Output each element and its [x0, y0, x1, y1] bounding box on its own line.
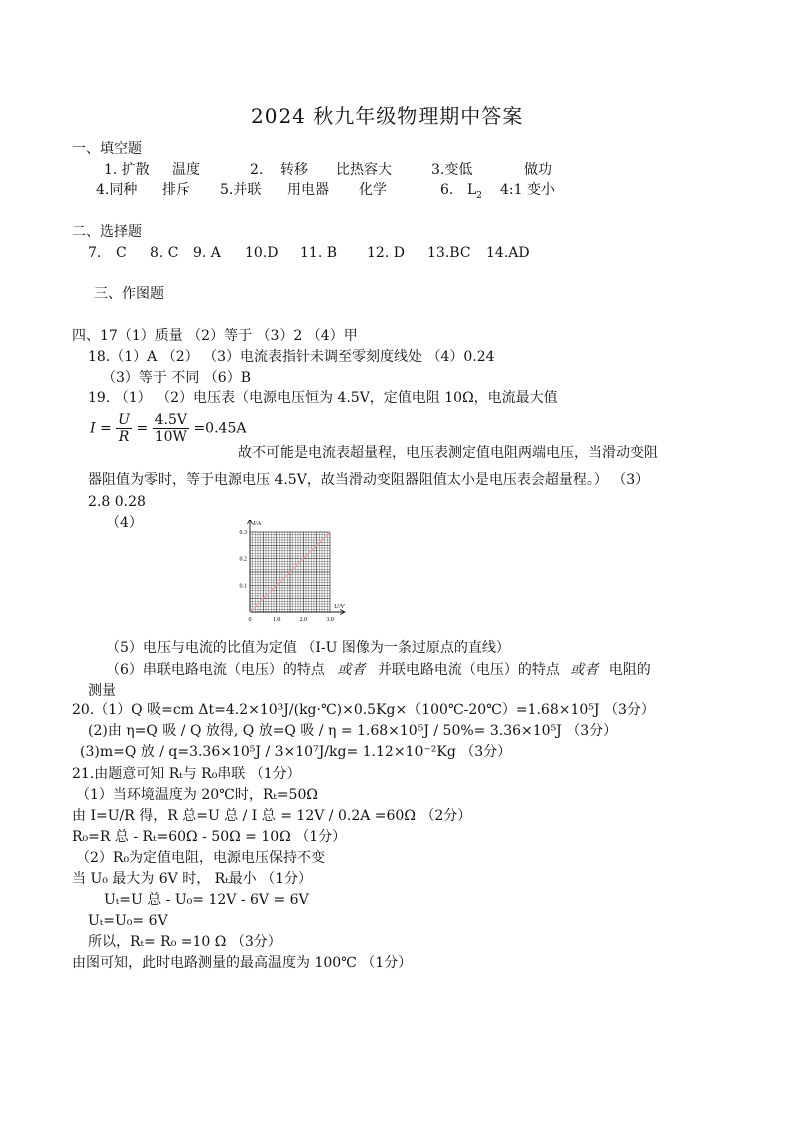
fill-answer: 4:1 变小 — [500, 182, 555, 198]
formula-lhs: I = — [90, 420, 112, 437]
x-tick-label: 3.0 — [326, 617, 334, 623]
answer-q21-line8: Uₜ=U₀= 6V — [88, 913, 168, 929]
x-tick-label: 0 — [248, 617, 252, 623]
answer-q19-line-end: 测量 — [88, 683, 116, 699]
fill-answer: 2. — [250, 162, 264, 178]
fill-answer-l2 — [467, 180, 482, 206]
answer-q19-line2: 故不可能是电流表超量程，电压表测定值电阻两端电压，当滑动变阻 — [238, 445, 658, 461]
answer-q17: 四、17（1）质量 （2）等于 （3）2 （4）甲 — [72, 328, 358, 344]
fraction-numerator: 4.5V — [154, 412, 187, 428]
answer-q21-line3: 由 I=U/R 得，R 总=U 总 / I 总 = 12V / 0.2A =60Ω （2分） — [72, 808, 472, 824]
choice-answer: C — [116, 245, 127, 261]
fill-answer: 3.变低 — [431, 162, 473, 178]
fill-answer: 5.并联 — [220, 182, 262, 198]
x-axis-label: U/V — [334, 603, 345, 610]
chart-ticks — [240, 530, 334, 623]
answer-q21-line10: 由图可知，此时电路测量的最高温度为 100℃ （1分） — [72, 955, 413, 971]
fill-answer: 转移 — [280, 162, 308, 178]
fill-answer: 用电器 — [287, 182, 329, 198]
page-title: 2024 秋九年级物理期中答案 — [251, 104, 524, 128]
answer-q20-part1: 20.（1）Q 吸=cm Δt=4.2×10³J/(kg·℃)×0.5Kg×（100℃-20℃）=1.68×10⁵J （3分） — [72, 702, 655, 718]
answer-q21-line1: 21.由题意可知 Rₜ与 R₀串联 （1分） — [72, 766, 301, 782]
answer-q18-line1: 18.（1）A （2） （3）电流表指针未调至零刻度线处 （4）0.24 — [88, 349, 495, 365]
y-tick-label: 0.1 — [239, 583, 247, 590]
fill-answer: 排斥 — [162, 182, 190, 198]
fraction-denominator: 10W — [154, 429, 187, 445]
choice-answer: 12. D — [367, 245, 405, 261]
choice-answer: 11. B — [300, 245, 338, 261]
formula-fraction-1 — [116, 412, 132, 445]
part6-or: 或者 — [337, 662, 366, 678]
answer-q19-part4: （4） — [106, 515, 143, 531]
answer-q19-line4: 2.8 0.28 — [88, 494, 146, 510]
answer-q21-line2: （1）当环境温度为 20℃时，Rₜ=50Ω — [76, 787, 318, 803]
fill-answer: 4.同种 — [96, 182, 138, 198]
answer-q19-line1: 19. （1） （2）电压表（电源电压恒为 4.5V，定值电阻 10Ω，电流最大值 — [88, 390, 558, 406]
answer-q19-part5: （5）电压与电流的比值为定值 （I-U 图像为一条过原点的直线） — [106, 640, 510, 656]
part6-text: 并联电路电流（电压）的特点 — [377, 662, 560, 678]
part6-or: 或者 — [570, 662, 599, 678]
fill-answer: 化学 — [359, 182, 387, 198]
formula-result: =0.45A — [193, 420, 247, 437]
x-tick-label: 2.0 — [299, 617, 308, 623]
choice-answer: 13.BC — [427, 245, 471, 261]
fill-answer: 温度 — [172, 162, 200, 178]
answer-q21-line9: 所以，Rₜ= R₀ =10 Ω （3分） — [88, 934, 282, 950]
subscript: 2 — [476, 190, 483, 201]
fraction-denominator: R — [118, 429, 130, 445]
section-heading-fill: 一、填空题 — [72, 141, 142, 157]
section-heading-choice: 二、选择题 — [72, 224, 142, 240]
x-tick-label: 1.0 — [272, 617, 281, 623]
answer-q19-part6 — [106, 660, 651, 680]
answer-q20-part3: (3)m=Q 放 / q=3.36×10⁵J / 3×10⁷J/kg= 1.12×10⁻²Kg （3分） — [80, 744, 512, 760]
fill-answer: 1. 扩散 — [104, 162, 150, 178]
fraction-numerator: U — [118, 412, 130, 428]
part6-text: 电阻的 — [608, 662, 651, 678]
y-tick-label: 0.3 — [239, 530, 247, 536]
fill-answer: 比热容大 — [336, 162, 392, 178]
formula-fraction-2 — [153, 412, 189, 445]
choice-answer: 9. A — [193, 245, 221, 261]
symbol-l: L — [467, 182, 477, 198]
iu-chart — [228, 520, 368, 625]
fill-answer: 6. — [440, 182, 454, 198]
y-tick-label: 0.2 — [239, 556, 247, 563]
answer-q21-line4: R₀=R 总 - Rₜ=60Ω - 50Ω = 10Ω （1分） — [72, 829, 347, 845]
choice-answer: 14.AD — [486, 245, 530, 261]
answer-q18-line2: （3）等于 不同 （6）B — [102, 370, 252, 386]
part6-text: （6）串联电路电流（电压）的特点 — [106, 662, 325, 678]
answer-q21-line7: Uₜ=U 总 - U₀= 12V - 6V = 6V — [104, 892, 309, 908]
answer-q20-part2: (2)由 η=Q 吸 / Q 放得, Q 放=Q 吸 / η = 1.68×10⁵J / 50%= 3.36×10⁵J （3分） — [88, 723, 618, 739]
fill-answer: 做功 — [524, 162, 552, 178]
choice-answer: 10.D — [245, 245, 279, 261]
answer-q21-line6: 当 U₀ 最大为 6V 时， Rₜ最小 （1分） — [72, 871, 313, 887]
q19-formula — [90, 412, 246, 445]
formula-equals: = — [136, 420, 149, 437]
choice-answer: 7. — [88, 245, 102, 261]
answer-q21-line5: （2）R₀为定值电阻，电源电压保持不变 — [76, 850, 326, 866]
answer-q19-line3: 器阻值为零时，等于电源电压 4.5V，故当滑动变阻器阻值太小是电压表会超量程。） （3） — [88, 472, 650, 488]
y-axis-label: I/A — [253, 520, 261, 527]
section-heading-drawing: 三、作图题 — [94, 286, 164, 302]
choice-answer: 8. C — [150, 245, 179, 261]
